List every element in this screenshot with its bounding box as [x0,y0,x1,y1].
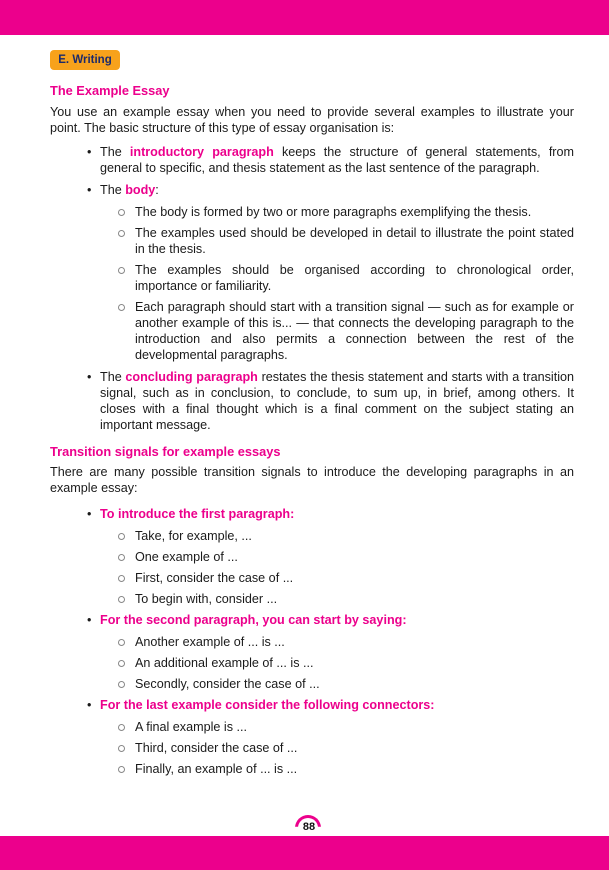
intro-paragraph: You use an example essay when you need to provide several examples to illustrate your point. The basic structure of this type of essay organisation is: [50,105,574,135]
circle-bullet-icon [118,724,125,731]
sublist-item: Take, for example, ... [100,528,574,544]
bullet-icon: • [87,613,92,627]
sublist-item: Another example of ... is ... [100,634,574,650]
structure-list [50,144,574,433]
sublist-item: Third, consider the case of ... [100,740,574,756]
body-sublist [100,204,574,363]
circle-bullet-icon [118,575,125,582]
bullet-icon: • [87,183,92,197]
sublist-item: The body is formed by two or more paragraphs exemplifying the thesis. [100,204,574,220]
list-item-concluding: • The concluding paragraph restates the thesis statement and starts with a transition signal, such as in conclusion, to conclude, to sum up, in brief, among others. It closes with a final thought which is a final comment on the subject stating an important message. [87,370,574,432]
sublist-item: The examples should be organised according to chronological order, importance or familiarity. [100,262,574,294]
circle-bullet-icon [118,209,125,216]
bullet-icon: • [87,145,92,159]
group-sublist [100,634,574,692]
sublist-item: To begin with, consider ... [100,591,574,607]
transition-groups-list [50,506,574,777]
group-sublist [100,719,574,777]
circle-bullet-icon [118,660,125,667]
sublist-item: First, consider the case of ... [100,570,574,586]
top-banner [0,0,609,35]
sublist-item: The examples used should be developed in detail to illustrate the point stated in the thesis. [100,225,574,257]
page-number-badge [292,815,326,837]
sublist-item: Secondly, consider the case of ... [100,676,574,692]
sublist-item: A final example is ... [100,719,574,735]
circle-bullet-icon [118,639,125,646]
section-title: Transition signals for example essays [50,444,281,459]
circle-bullet-icon [118,267,125,274]
page-number: 88 [302,821,316,833]
list-item-body: • The body: The body is formed by two or more paragraphs exemplifying the thesis. The examples used should be developed in detail to illustrate the point stated in the thesis. The examples should be organised according to chronological order, importance or familiarity. Each paragraph should start with a transition signal — such as for example or another example of this is... — that connects the developing paragraph to the introduction and also permits a connection between the rest of the developmental paragraphs. [87,183,574,362]
intro-paragraph: There are many possible transition signals to introduce the developing paragraphs in an example essay: [50,465,574,495]
circle-bullet-icon [118,304,125,311]
section-title: The Example Essay [50,83,170,98]
list-item-introductory: • The introductory paragraph keeps the structure of general statements, from general to specific, and thesis statement as the last sentence of the paragraph. [87,145,574,175]
keyword-concluding: concluding paragraph [125,370,258,384]
circle-bullet-icon [118,745,125,752]
bullet-icon: • [87,507,92,521]
circle-bullet-icon [118,766,125,773]
keyword-body: body [125,183,156,197]
group-first-paragraph: • To introduce the first paragraph: Take, for example, ... One example of ... First, consider the case of ... To begin with, consider ... [50,506,574,607]
sublist-item: One example of ... [100,549,574,565]
page-content [50,82,574,782]
sublist-item: An additional example of ... is ... [100,655,574,671]
section-badge: E. Writing [50,50,120,70]
circle-bullet-icon [118,533,125,540]
circle-bullet-icon [118,596,125,603]
bullet-icon: • [87,370,92,384]
group-second-paragraph: • For the second paragraph, you can start by saying: Another example of ... is ... An additional example of ... is ... Secondly, consider the case of ... [50,612,574,692]
circle-bullet-icon [118,554,125,561]
keyword-introductory: introductory paragraph [129,145,274,159]
circle-bullet-icon [118,230,125,237]
transition-signals-section [50,443,574,777]
group-sublist [100,528,574,607]
sublist-item: Finally, an example of ... is ... [100,761,574,777]
bullet-icon: • [87,698,92,712]
bottom-banner [0,836,609,870]
circle-bullet-icon [118,681,125,688]
group-last-example: • For the last example consider the following connectors: A final example is ... Third, consider the case of ... Finally, an example of ... is ... [50,697,574,777]
sublist-item: Each paragraph should start with a transition signal — such as for example or another example of this is... — that connects the developing paragraph to the introduction and also permits a connection between the rest of the developmental paragraphs. [100,299,574,363]
